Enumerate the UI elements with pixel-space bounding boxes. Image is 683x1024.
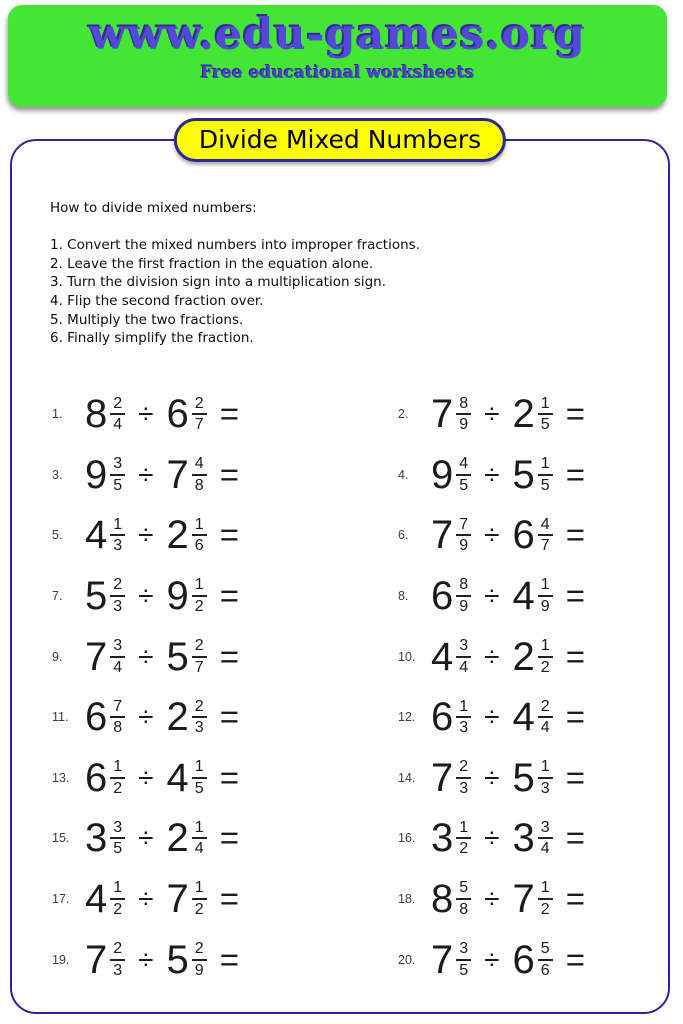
instruction-line: 5. Multiply the two fractions.: [50, 311, 244, 328]
numerator-2: 1: [192, 516, 207, 537]
problem: [398, 574, 585, 619]
worksheet-panel: [10, 125, 670, 1014]
instruction-line: 1. Convert the mixed numbers into improper fractions.: [50, 237, 420, 254]
problem-number: 17.: [52, 892, 70, 907]
mixed-number-2: [512, 634, 553, 679]
denominator-1: 9: [459, 416, 469, 434]
numerator-2: 3: [538, 819, 553, 840]
fraction-1: [456, 455, 471, 494]
problem-number: 3.: [52, 467, 63, 482]
whole-number-1: 6: [431, 574, 454, 619]
numerator-1: 7: [456, 516, 471, 537]
fraction-1: [456, 879, 471, 918]
division-sign: ÷: [484, 640, 500, 672]
equals-sign: =: [219, 880, 239, 918]
fraction-1: [456, 819, 471, 858]
mixed-number-2: [512, 695, 553, 740]
problem-number: 8.: [398, 589, 409, 604]
mixed-number-2: [512, 392, 553, 437]
division-sign: ÷: [138, 458, 154, 490]
whole-number-2: 3: [512, 816, 535, 861]
mixed-number-1: [85, 513, 125, 558]
fraction-2: [192, 940, 207, 979]
numerator-1: 3: [110, 637, 125, 658]
problem-number: 18.: [398, 892, 416, 907]
numerator-2: 1: [192, 879, 207, 900]
fraction-2: [538, 940, 553, 979]
problem: [52, 695, 398, 740]
denominator-2: 5: [194, 779, 204, 797]
division-sign: ÷: [484, 519, 500, 551]
denominator-2: 3: [540, 779, 550, 797]
mixed-number-2: [512, 755, 553, 800]
fraction-1: [110, 819, 125, 858]
whole-number-2: 2: [166, 513, 189, 558]
numerator-2: 4: [538, 516, 553, 537]
whole-number-2: 4: [512, 574, 535, 619]
denominator-1: 3: [113, 537, 123, 555]
problem: [398, 937, 585, 982]
whole-number-2: 4: [512, 695, 535, 740]
mixed-number-2: [166, 877, 207, 922]
whole-number-2: 5: [166, 634, 189, 679]
fraction-1: [110, 637, 125, 676]
mixed-number-2: [512, 937, 553, 982]
numerator-2: 2: [538, 698, 553, 719]
denominator-2: 9: [540, 598, 550, 616]
whole-number-1: 6: [431, 695, 454, 740]
numerator-2: 4: [192, 455, 207, 476]
denominator-1: 3: [113, 961, 123, 979]
numerator-1: 2: [110, 395, 125, 416]
numerator-1: 3: [110, 455, 125, 476]
whole-number-1: 4: [85, 877, 108, 922]
denominator-2: 5: [540, 416, 550, 434]
mixed-number-1: [431, 574, 471, 619]
problem: [398, 513, 585, 558]
mixed-number-1: [431, 877, 471, 922]
equals-sign: =: [565, 455, 585, 493]
whole-number-1: 9: [85, 452, 108, 497]
whole-number-2: 2: [512, 392, 535, 437]
mixed-number-1: [85, 695, 125, 740]
numerator-1: 7: [110, 698, 125, 719]
denominator-2: 2: [194, 901, 204, 919]
division-sign: ÷: [138, 761, 154, 793]
instructions-list: [50, 236, 420, 348]
division-sign: ÷: [484, 580, 500, 612]
problem-number: 14.: [398, 770, 416, 785]
whole-number-1: 7: [431, 937, 454, 982]
whole-number-1: 7: [431, 392, 454, 437]
denominator-2: 4: [540, 840, 550, 858]
numerator-2: 1: [538, 879, 553, 900]
whole-number-1: 9: [431, 452, 454, 497]
whole-number-2: 5: [166, 937, 189, 982]
problem: [398, 392, 585, 437]
site-subtitle: Free educational worksheets: [200, 63, 475, 83]
division-sign: ÷: [138, 943, 154, 975]
mixed-number-2: [166, 513, 207, 558]
numerator-1: 1: [110, 879, 125, 900]
mixed-number-2: [166, 574, 207, 619]
problem: [52, 574, 398, 619]
fraction-1: [110, 576, 125, 615]
whole-number-1: 6: [85, 695, 108, 740]
division-sign: ÷: [484, 883, 500, 915]
denominator-2: 2: [194, 598, 204, 616]
denominator-1: 5: [459, 476, 469, 494]
equals-sign: =: [565, 698, 585, 736]
whole-number-1: 3: [85, 816, 108, 861]
numerator-1: 5: [456, 879, 471, 900]
denominator-1: 3: [459, 719, 469, 737]
problem-number: 15.: [52, 831, 70, 846]
problem-number: 1.: [52, 407, 63, 422]
problem: [52, 634, 398, 679]
numerator-1: 1: [456, 698, 471, 719]
fraction-2: [192, 576, 207, 615]
denominator-2: 8: [194, 476, 204, 494]
worksheet-title-badge: Divide Mixed Numbers: [174, 118, 506, 162]
mixed-number-1: [85, 452, 125, 497]
whole-number-2: 2: [166, 695, 189, 740]
division-sign: ÷: [138, 519, 154, 551]
whole-number-1: 6: [85, 755, 108, 800]
equals-sign: =: [219, 516, 239, 554]
problem: [398, 816, 585, 861]
denominator-1: 4: [113, 416, 123, 434]
denominator-1: 5: [113, 476, 123, 494]
mixed-number-1: [85, 816, 125, 861]
division-sign: ÷: [484, 822, 500, 854]
problem-number: 19.: [52, 952, 70, 967]
equals-sign: =: [219, 758, 239, 796]
numerator-1: 1: [110, 516, 125, 537]
fraction-1: [110, 879, 125, 918]
equals-sign: =: [219, 637, 239, 675]
instruction-line: 2. Leave the first fraction in the equation alone.: [50, 255, 374, 272]
mixed-number-2: [512, 513, 553, 558]
equals-sign: =: [219, 577, 239, 615]
division-sign: ÷: [138, 883, 154, 915]
mixed-number-1: [85, 392, 125, 437]
numerator-1: 3: [110, 819, 125, 840]
numerator-2: 1: [538, 758, 553, 779]
denominator-1: 4: [459, 658, 469, 676]
numerator-2: 1: [538, 637, 553, 658]
fraction-2: [538, 455, 553, 494]
denominator-2: 3: [194, 719, 204, 737]
fraction-1: [456, 940, 471, 979]
denominator-2: 7: [194, 658, 204, 676]
problem: [52, 816, 398, 861]
equals-sign: =: [219, 698, 239, 736]
mixed-number-2: [512, 452, 553, 497]
equals-sign: =: [565, 637, 585, 675]
fraction-2: [192, 698, 207, 737]
problem-number: 10.: [398, 649, 416, 664]
denominator-2: 4: [540, 719, 550, 737]
division-sign: ÷: [484, 398, 500, 430]
mixed-number-1: [431, 695, 471, 740]
numerator-2: 5: [538, 940, 553, 961]
problem-number: 13.: [52, 770, 70, 785]
numerator-2: 1: [538, 455, 553, 476]
mixed-number-1: [431, 392, 471, 437]
equals-sign: =: [565, 880, 585, 918]
problem: [398, 634, 585, 679]
division-sign: ÷: [138, 398, 154, 430]
numerator-2: 1: [192, 819, 207, 840]
problem: [52, 513, 398, 558]
fraction-2: [538, 879, 553, 918]
fraction-2: [192, 758, 207, 797]
numerator-2: 2: [192, 395, 207, 416]
denominator-2: 2: [540, 658, 550, 676]
problem-number: 4.: [398, 467, 409, 482]
equals-sign: =: [565, 758, 585, 796]
instructions: [50, 199, 420, 348]
denominator-1: 8: [113, 719, 123, 737]
problem: [52, 392, 398, 437]
mixed-number-2: [166, 392, 207, 437]
numerator-2: 1: [192, 758, 207, 779]
numerator-1: 3: [456, 940, 471, 961]
mixed-number-2: [166, 755, 207, 800]
numerator-1: 1: [456, 819, 471, 840]
denominator-1: 4: [113, 658, 123, 676]
denominator-2: 2: [540, 901, 550, 919]
mixed-number-1: [85, 937, 125, 982]
fraction-2: [192, 455, 207, 494]
mixed-number-1: [431, 452, 471, 497]
problem-number: 5.: [52, 528, 63, 543]
site-header: [8, 5, 667, 107]
whole-number-1: 7: [431, 755, 454, 800]
fraction-1: [110, 758, 125, 797]
instruction-line: 4. Flip the second fraction over.: [50, 292, 264, 309]
fraction-2: [538, 698, 553, 737]
division-sign: ÷: [484, 761, 500, 793]
equals-sign: =: [565, 819, 585, 857]
division-sign: ÷: [138, 580, 154, 612]
problem-number: 9.: [52, 649, 63, 664]
division-sign: ÷: [138, 822, 154, 854]
equals-sign: =: [565, 516, 585, 554]
mixed-number-2: [512, 877, 553, 922]
fraction-1: [110, 395, 125, 434]
denominator-1: 2: [113, 779, 123, 797]
fraction-2: [538, 758, 553, 797]
denominator-1: 9: [459, 537, 469, 555]
mixed-number-2: [166, 452, 207, 497]
whole-number-2: 6: [166, 392, 189, 437]
mixed-number-2: [166, 695, 207, 740]
denominator-2: 6: [540, 961, 550, 979]
numerator-1: 3: [456, 637, 471, 658]
whole-number-1: 4: [431, 634, 454, 679]
denominator-1: 3: [459, 779, 469, 797]
numerator-1: 1: [110, 758, 125, 779]
mixed-number-2: [166, 816, 207, 861]
whole-number-2: 6: [512, 937, 535, 982]
fraction-2: [192, 819, 207, 858]
fraction-2: [538, 576, 553, 615]
whole-number-1: 8: [431, 877, 454, 922]
equals-sign: =: [565, 395, 585, 433]
mixed-number-2: [512, 816, 553, 861]
fraction-2: [192, 395, 207, 434]
whole-number-2: 9: [166, 574, 189, 619]
whole-number-1: 7: [85, 634, 108, 679]
equals-sign: =: [565, 940, 585, 978]
fraction-1: [456, 637, 471, 676]
fraction-2: [192, 516, 207, 555]
instruction-line: 6. Finally simplify the fraction.: [50, 330, 254, 347]
mixed-number-1: [85, 877, 125, 922]
fraction-2: [538, 395, 553, 434]
denominator-1: 8: [459, 901, 469, 919]
whole-number-2: 7: [512, 877, 535, 922]
mixed-number-1: [431, 755, 471, 800]
problem: [398, 755, 585, 800]
numerator-1: 2: [110, 576, 125, 597]
fraction-2: [192, 879, 207, 918]
numerator-1: 2: [110, 940, 125, 961]
problem-number: 6.: [398, 528, 409, 543]
whole-number-2: 2: [512, 634, 535, 679]
site-title: www.edu-games.org: [89, 10, 586, 60]
whole-number-1: 7: [85, 937, 108, 982]
whole-number-2: 6: [512, 513, 535, 558]
equals-sign: =: [219, 395, 239, 433]
mixed-number-2: [166, 634, 207, 679]
fraction-2: [538, 516, 553, 555]
numerator-2: 2: [192, 698, 207, 719]
equals-sign: =: [219, 455, 239, 493]
numerator-2: 1: [538, 576, 553, 597]
whole-number-2: 4: [166, 755, 189, 800]
numerator-1: 8: [456, 576, 471, 597]
problem-number: 2.: [398, 407, 409, 422]
denominator-2: 6: [194, 537, 204, 555]
instruction-line: 3. Turn the division sign into a multiplication sign.: [50, 274, 387, 291]
division-sign: ÷: [138, 701, 154, 733]
numerator-2: 1: [538, 395, 553, 416]
problem-number: 7.: [52, 589, 63, 604]
equals-sign: =: [219, 819, 239, 857]
fraction-1: [110, 455, 125, 494]
problem-number: 12.: [398, 710, 416, 725]
problem: [52, 755, 398, 800]
numerator-2: 1: [192, 576, 207, 597]
mixed-number-1: [85, 574, 125, 619]
fraction-1: [110, 516, 125, 555]
fraction-1: [456, 758, 471, 797]
whole-number-2: 7: [166, 452, 189, 497]
mixed-number-2: [166, 937, 207, 982]
problem: [52, 937, 398, 982]
problem: [52, 877, 398, 922]
whole-number-1: 8: [85, 392, 108, 437]
division-sign: ÷: [138, 640, 154, 672]
fraction-1: [456, 395, 471, 434]
fraction-1: [110, 698, 125, 737]
equals-sign: =: [565, 577, 585, 615]
problem: [52, 452, 398, 497]
fraction-1: [456, 698, 471, 737]
division-sign: ÷: [484, 458, 500, 490]
denominator-1: 3: [113, 598, 123, 616]
problem: [398, 452, 585, 497]
whole-number-2: 7: [166, 877, 189, 922]
fraction-2: [192, 637, 207, 676]
numerator-1: 2: [456, 758, 471, 779]
mixed-number-1: [431, 634, 471, 679]
mixed-number-1: [431, 816, 471, 861]
fraction-1: [110, 940, 125, 979]
division-sign: ÷: [484, 943, 500, 975]
whole-number-2: 2: [166, 816, 189, 861]
denominator-2: 5: [540, 476, 550, 494]
denominator-2: 9: [194, 961, 204, 979]
problem: [398, 877, 585, 922]
problem-number: 20.: [398, 952, 416, 967]
numerator-1: 8: [456, 395, 471, 416]
division-sign: ÷: [484, 701, 500, 733]
denominator-1: 5: [459, 961, 469, 979]
problem-number: 16.: [398, 831, 416, 846]
fraction-1: [456, 516, 471, 555]
numerator-2: 2: [192, 940, 207, 961]
denominator-2: 7: [194, 416, 204, 434]
problem: [398, 695, 585, 740]
denominator-2: 7: [540, 537, 550, 555]
whole-number-2: 5: [512, 452, 535, 497]
problem-number: 11.: [52, 710, 69, 725]
fraction-1: [456, 576, 471, 615]
numerator-1: 4: [456, 455, 471, 476]
denominator-1: 9: [459, 598, 469, 616]
numerator-2: 2: [192, 637, 207, 658]
mixed-number-1: [431, 513, 471, 558]
whole-number-1: 3: [431, 816, 454, 861]
denominator-1: 2: [459, 840, 469, 858]
problems-grid: [52, 384, 585, 990]
denominator-1: 2: [113, 901, 123, 919]
whole-number-1: 4: [85, 513, 108, 558]
fraction-2: [538, 637, 553, 676]
equals-sign: =: [219, 940, 239, 978]
mixed-number-1: [431, 937, 471, 982]
mixed-number-2: [512, 574, 553, 619]
instructions-heading: How to divide mixed numbers:: [50, 200, 257, 216]
whole-number-1: 7: [431, 513, 454, 558]
mixed-number-1: [85, 755, 125, 800]
whole-number-2: 5: [512, 755, 535, 800]
whole-number-1: 5: [85, 574, 108, 619]
mixed-number-1: [85, 634, 125, 679]
denominator-1: 5: [113, 840, 123, 858]
denominator-2: 4: [194, 840, 204, 858]
fraction-2: [538, 819, 553, 858]
